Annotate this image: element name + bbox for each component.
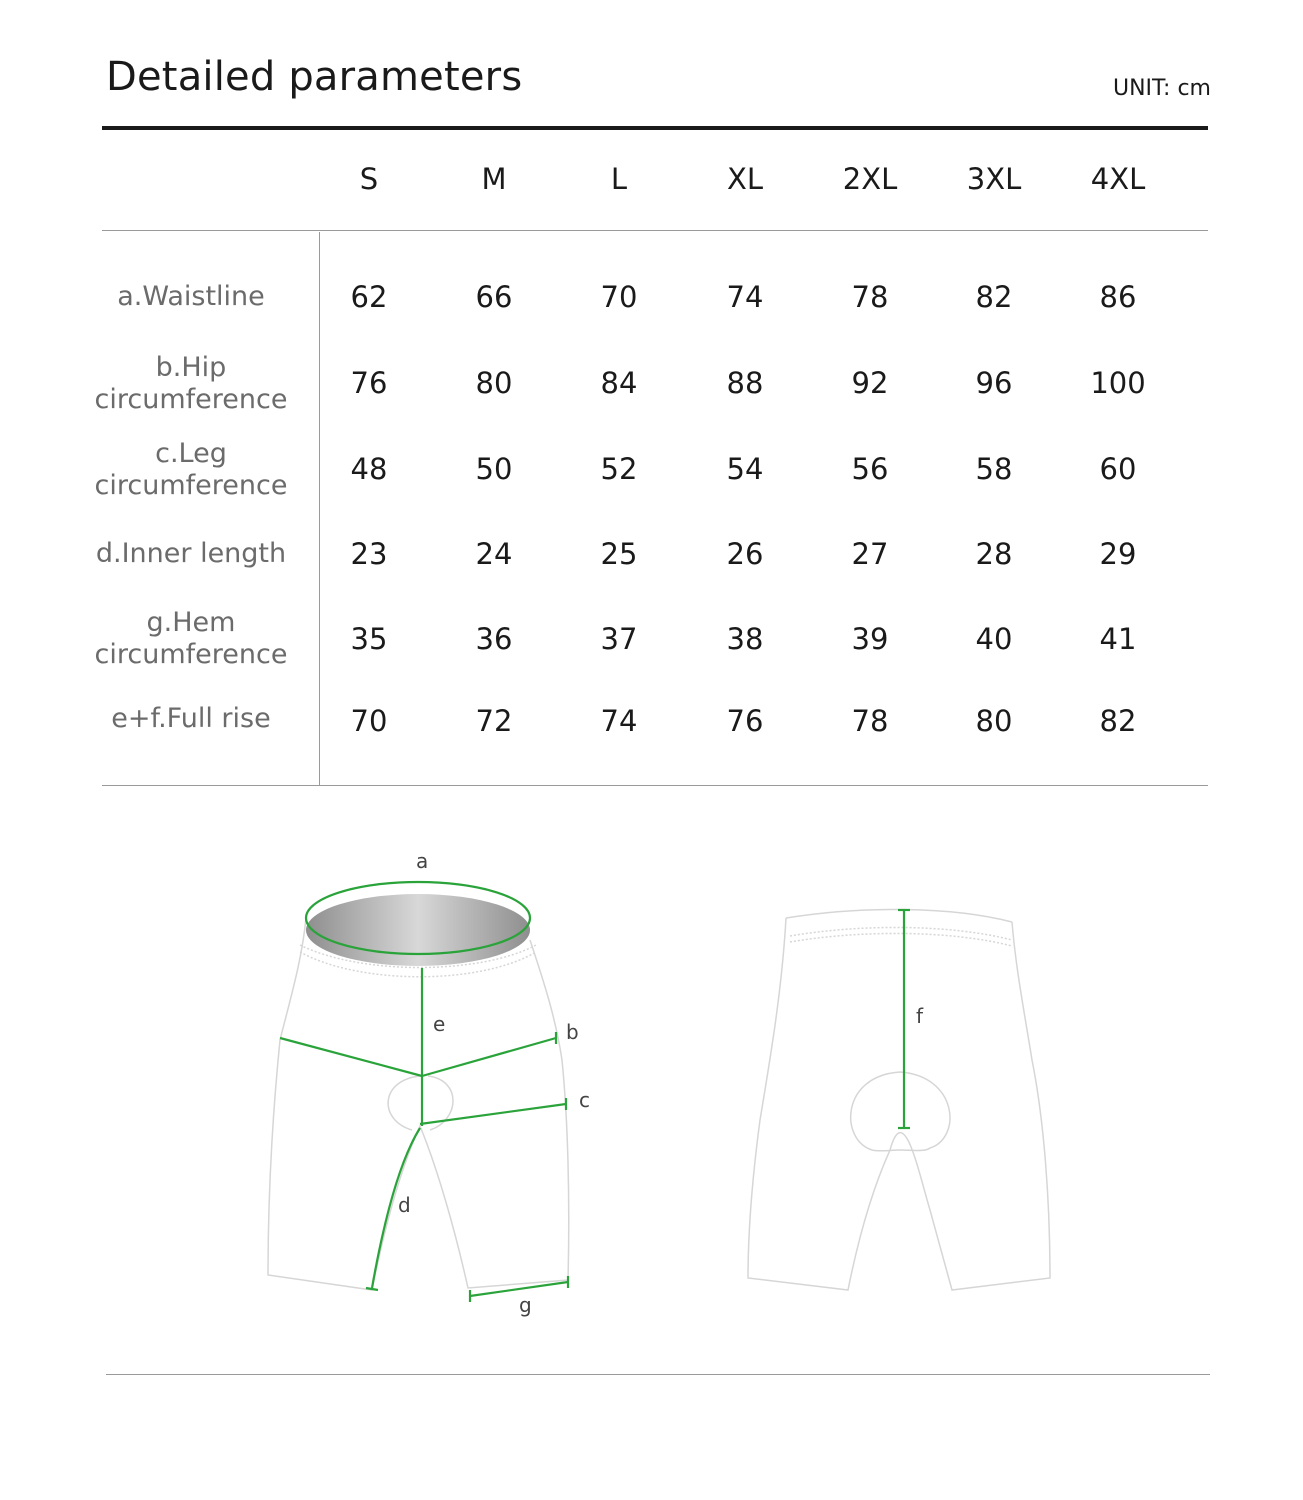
table-cell: 70 xyxy=(350,704,388,738)
table-cell: 70 xyxy=(600,280,638,314)
size-header-l: L xyxy=(610,162,628,196)
table-cell: 82 xyxy=(975,280,1013,314)
table-cell: 74 xyxy=(726,280,764,314)
table-cell: 38 xyxy=(726,622,764,656)
row-label-hip-circumference: b.Hip circumference xyxy=(94,352,288,415)
label-c: c xyxy=(579,1088,590,1112)
label-a: a xyxy=(416,849,429,873)
label-f: f xyxy=(916,1004,924,1028)
table-cell: 58 xyxy=(975,452,1013,486)
table-cell: 76 xyxy=(726,704,764,738)
page-title: Detailed parameters xyxy=(106,54,523,100)
table-cell: 80 xyxy=(975,704,1013,738)
shorts-measurement-diagram xyxy=(0,800,1303,1360)
footer-divider xyxy=(106,1374,1210,1375)
size-header-2xl: 2XL xyxy=(842,162,898,196)
table-cell: 92 xyxy=(851,366,889,400)
title-divider xyxy=(102,126,1208,130)
table-cell: 25 xyxy=(600,537,638,571)
table-cell: 84 xyxy=(600,366,638,400)
row-label-waistline: a.Waistline xyxy=(117,281,265,312)
header-divider xyxy=(102,230,1208,231)
table-cell: 48 xyxy=(350,452,388,486)
table-cell: 74 xyxy=(600,704,638,738)
back-shorts-outline xyxy=(748,909,1050,1290)
label-g: g xyxy=(519,1293,532,1317)
table-cell: 56 xyxy=(851,452,889,486)
table-cell: 78 xyxy=(851,704,889,738)
table-cell: 62 xyxy=(350,280,388,314)
table-cell: 29 xyxy=(1099,537,1137,571)
table-cell: 52 xyxy=(600,452,638,486)
table-bottom-divider xyxy=(102,785,1208,786)
back-measure-lines xyxy=(898,910,910,1128)
table-cell: 27 xyxy=(851,537,889,571)
table-cell: 96 xyxy=(975,366,1013,400)
size-header-3xl: 3XL xyxy=(966,162,1022,196)
label-d: d xyxy=(398,1193,411,1217)
size-header-4xl: 4XL xyxy=(1090,162,1146,196)
table-cell: 28 xyxy=(975,537,1013,571)
table-cell: 86 xyxy=(1099,280,1137,314)
table-cell: 37 xyxy=(600,622,638,656)
waist-opening xyxy=(306,882,530,966)
table-cell: 54 xyxy=(726,452,764,486)
table-cell: 23 xyxy=(350,537,388,571)
row-label-leg-circumference: c.Leg circumference xyxy=(94,438,288,501)
table-cell: 35 xyxy=(350,622,388,656)
row-label-inner-length: d.Inner length xyxy=(95,538,287,569)
table-cell: 66 xyxy=(475,280,513,314)
label-e: e xyxy=(433,1012,446,1036)
table-cell: 24 xyxy=(475,537,513,571)
row-label-full-rise: e+f.Full rise xyxy=(111,703,271,734)
hip-line-left xyxy=(280,1038,422,1076)
leg-circumference-line xyxy=(420,1104,566,1124)
inner-length-line xyxy=(372,1128,420,1288)
table-cell: 88 xyxy=(726,366,764,400)
size-header-m: M xyxy=(481,162,507,196)
table-cell: 80 xyxy=(475,366,513,400)
table-cell: 26 xyxy=(726,537,764,571)
table-cell: 72 xyxy=(475,704,513,738)
table-cell: 39 xyxy=(851,622,889,656)
label-b: b xyxy=(566,1020,579,1044)
front-shorts-outline xyxy=(268,918,569,1290)
table-cell: 60 xyxy=(1099,452,1137,486)
table-cell: 40 xyxy=(975,622,1013,656)
row-label-hem-circumference: g.Hem circumference xyxy=(94,607,288,670)
table-cell: 41 xyxy=(1099,622,1137,656)
table-cell: 76 xyxy=(350,366,388,400)
table-cell: 50 xyxy=(475,452,513,486)
table-cell: 82 xyxy=(1099,704,1137,738)
hip-line-right xyxy=(422,1038,556,1076)
table-cell: 78 xyxy=(851,280,889,314)
table-cell: 100 xyxy=(1090,366,1146,400)
size-header-s: S xyxy=(359,162,379,196)
unit-label: UNIT: cm xyxy=(1112,76,1211,101)
size-header-xl: XL xyxy=(726,162,764,196)
table-cell: 36 xyxy=(475,622,513,656)
